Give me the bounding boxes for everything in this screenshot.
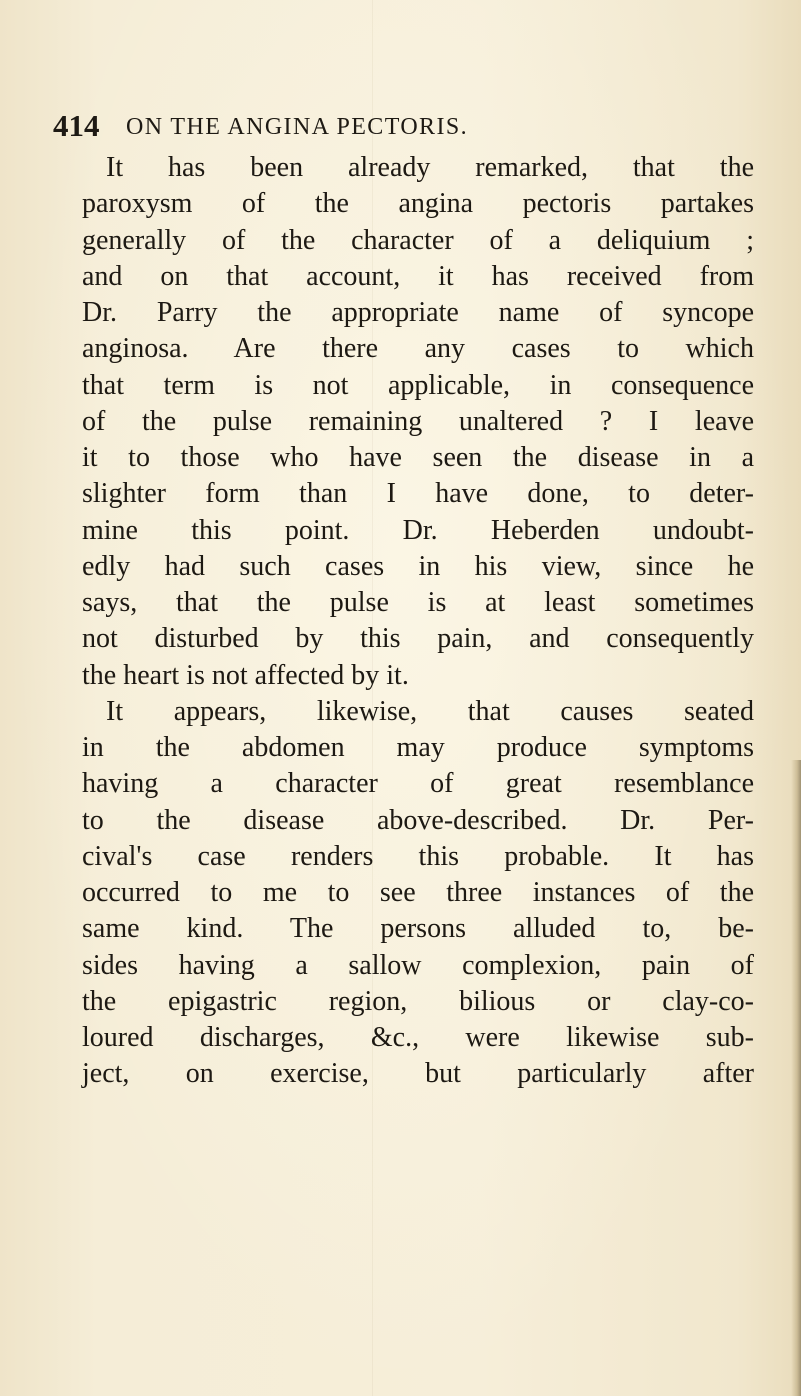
text-line: not disturbed by this pain, and consequently xyxy=(82,623,754,655)
text-line: in the abdomen may produce symptoms xyxy=(82,732,754,763)
text-line: mine this point. Dr. Heberden undoubt- xyxy=(82,514,754,546)
text-line: sides having a sallow complexion, pain of xyxy=(82,949,754,981)
text-line: Dr. Parry the appropriate name of syncope xyxy=(82,297,754,328)
text-line: It appears, likewise, that causes seated xyxy=(106,695,754,727)
text-line: edly had such cases in his view, since he xyxy=(82,550,754,582)
text-line: anginosa. Are there any cases to which xyxy=(82,333,754,365)
text-line: It has been already remarked, that the xyxy=(106,152,754,183)
text-line: it to those who have seen the disease in a xyxy=(82,442,754,473)
text-line: loured discharges, &c., were likewise sub- xyxy=(82,1022,754,1053)
text-line: having a character of great resemblance xyxy=(82,768,754,800)
page-header xyxy=(53,106,753,146)
text-line: that term is not applicable, in consequence xyxy=(82,369,754,401)
text-line: of the pulse remaining unaltered ? I leave xyxy=(82,405,754,437)
text-line: says, that the pulse is at least sometimes xyxy=(82,587,754,618)
body-text xyxy=(82,150,754,1093)
page-edge-shadow xyxy=(791,760,801,1396)
text-line: the heart is not affected by it. xyxy=(82,659,409,691)
page-number: 414 xyxy=(53,108,100,143)
text-line: and on that account, it has received from xyxy=(82,260,754,292)
running-head: ON THE ANGINA PECTORIS. xyxy=(126,114,469,140)
text-line: generally of the character of a deliquium ; xyxy=(82,224,754,256)
text-line: slighter form than I have done, to deter- xyxy=(82,478,754,510)
text-line: cival's case renders this probable. It has xyxy=(82,840,754,872)
text-line: paroxysm of the angina pectoris partakes xyxy=(82,188,754,220)
text-line: occurred to me to see three instances of the xyxy=(82,877,754,908)
text-line: to the disease above-described. Dr. Per- xyxy=(82,804,754,836)
text-line: ject, on exercise, but particularly after xyxy=(82,1058,754,1090)
text-line: the epigastric region, bilious or clay-co- xyxy=(82,985,754,1017)
text-line: same kind. The persons alluded to, be- xyxy=(82,913,754,945)
